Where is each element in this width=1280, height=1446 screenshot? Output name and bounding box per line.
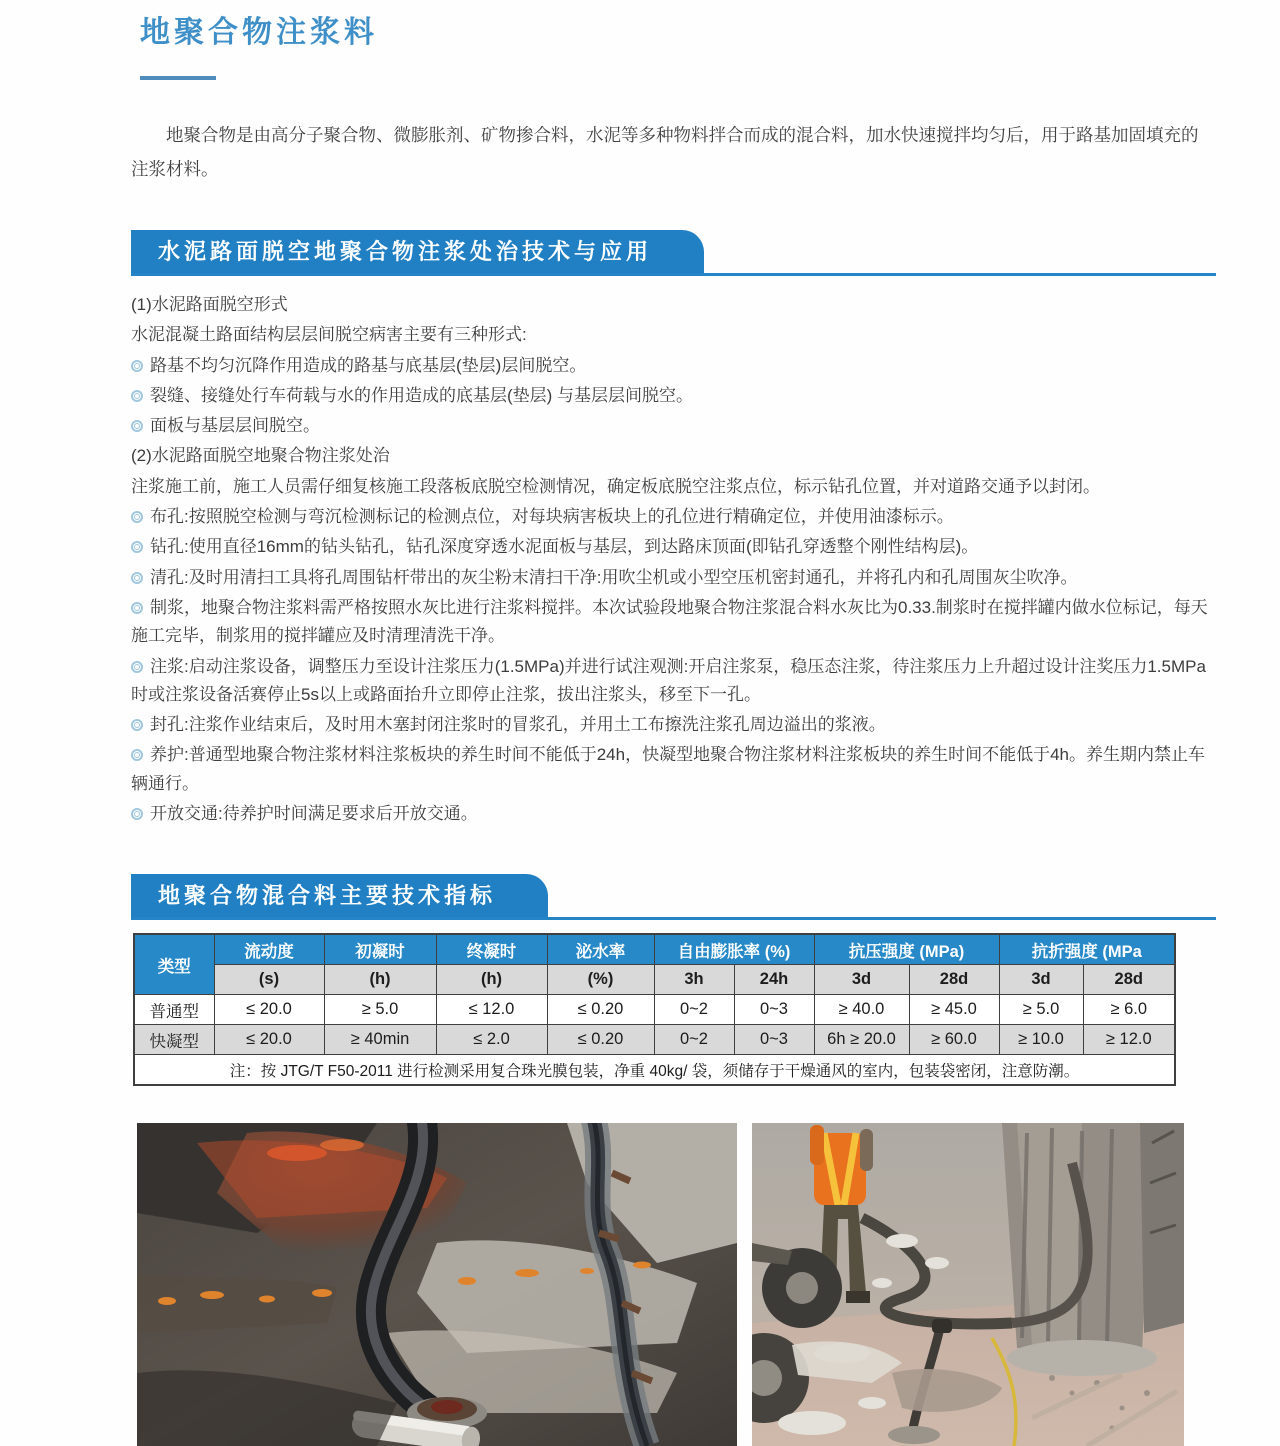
body-paragraph: (2)水泥路面脱空地聚合物注浆处治: [131, 446, 390, 466]
table-row-normal-type: [134, 995, 1175, 1025]
ring-bullet-icon: [131, 420, 143, 432]
section1-banner-row: [131, 230, 1216, 276]
cell: ≥ 5.0: [999, 995, 1083, 1025]
ring-bullet-icon: [131, 749, 143, 761]
unit-header: (h): [436, 965, 547, 995]
unit-header: (s): [214, 965, 324, 995]
cell: 快凝型: [134, 1025, 214, 1055]
body-paragraph: 注浆施工前，施工人员需仔细复核施工段落板底脱空检测情况，确定板底脱空注浆点位，标示钻孔位置，并对道路交通予以封闭。: [131, 476, 1100, 496]
ring-bullet-icon: [131, 511, 143, 523]
body-paragraph: 封孔:注浆作业结束后，及时用木塞封闭注浆时的冒浆孔，并用土工布擦洗注浆孔周边溢出的浆液。: [131, 711, 1211, 739]
unit-header: 3d: [999, 965, 1083, 995]
ring-bullet-icon: [131, 390, 143, 402]
body-paragraph: 面板与基层层间脱空。: [131, 412, 1211, 440]
table-row-rapid-type: [134, 1025, 1175, 1055]
body-paragraph: 制浆，地聚合物注浆料需严格按照水灰比进行注浆料搅拌。本次试验段地聚合物注浆混合料水灰比为0.33.制浆时在搅拌罐内做水位标记，每天施工完毕，制浆用的搅拌罐应及时清理清洗干净。: [131, 597, 1208, 646]
table-header-row-2: [134, 965, 1175, 995]
body-paragraph: 养护:普通型地聚合物注浆材料注浆板块的养生时间不能低于24h，快凝型地聚合物注浆材料注浆板块的养生时间不能低于4h。养生期内禁止车辆通行。: [131, 745, 1205, 793]
cell: ≥ 12.0: [1083, 1025, 1175, 1055]
intro-paragraph: 地聚合物是由高分子聚合物、微膨胀剂、矿物掺合料，水泥等多种物料拌合而成的混合料，加水快速搅拌均匀后，用于路基加固填充的注浆材料。: [131, 125, 1199, 179]
section2-banner-row: [131, 874, 1216, 920]
ring-bullet-icon: [131, 572, 143, 584]
cell: 0~2: [654, 995, 734, 1025]
body-paragraph: 裂缝、接缝处行车荷载与水的作用造成的底基层(垫层) 与基层层间脱空。: [131, 382, 1211, 410]
table-note: 注：按 JTG/T F50-2011 进行检测采用复合珠光膜包装，净重 40kg/ 袋，须储存于干燥通风的室内，包装袋密闭，注意防潮。: [134, 1055, 1175, 1086]
photo-strip: [137, 1123, 1216, 1446]
body-paragraph: 注浆:启动注浆设备，调整压力至设计注浆压力(1.5MPa)并进行试注观测:开启注浆泵，稳压态注浆，待注浆压力上升超过设计注奖压力1.5MPa时或注浆设备活赛停止5s以上或路面抬升立即停止注浆，拔出注浆头，移至下一孔。: [131, 656, 1206, 704]
unit-header: (h): [324, 965, 436, 995]
ring-bullet-icon: [131, 661, 143, 673]
cell: ≥ 45.0: [909, 995, 999, 1025]
cell: ≤ 0.20: [547, 995, 654, 1025]
unit-header: 28d: [1083, 965, 1175, 995]
cell: 普通型: [134, 995, 214, 1025]
body-paragraph: 布孔:按照脱空检测与弯沉检测标记的检测点位，对每块病害板块上的孔位进行精确定位，并使用油漆标示。: [131, 503, 1211, 531]
cell: ≥ 5.0: [324, 995, 436, 1025]
page-title: 地聚合物注浆料: [140, 16, 378, 49]
cell: 0~3: [734, 995, 814, 1025]
ring-bullet-icon: [131, 808, 143, 820]
column-header-fluidity: 流动度: [214, 934, 324, 965]
body-paragraph: 水泥混凝土路面结构层层间脱空病害主要有三种形式:: [131, 325, 527, 345]
ring-bullet-icon: [131, 719, 143, 731]
unit-header: 3h: [654, 965, 734, 995]
unit-header: 28d: [909, 965, 999, 995]
section1-banner: 水泥路面脱空地聚合物注浆处治技术与应用: [131, 230, 704, 273]
column-header-initial-set: 初凝时: [324, 934, 436, 965]
photo-grouting-work-right: [752, 1123, 1184, 1446]
cell: ≥ 6.0: [1083, 995, 1175, 1025]
cell: ≤ 2.0: [436, 1025, 547, 1055]
unit-header: 24h: [734, 965, 814, 995]
unit-header: 3d: [814, 965, 909, 995]
cell: ≤ 20.0: [214, 995, 324, 1025]
column-header-final-set: 终凝时: [436, 934, 547, 965]
cell: ≥ 40.0: [814, 995, 909, 1025]
cell: ≤ 20.0: [214, 1025, 324, 1055]
cell: 0~3: [734, 1025, 814, 1055]
cell: 6h ≥ 20.0: [814, 1025, 909, 1055]
section1-body: [131, 291, 1211, 828]
column-header-type: 类型: [134, 934, 214, 995]
body-paragraph: 路基不均匀沉降作用造成的路基与底基层(垫层)层间脱空。: [131, 352, 1211, 380]
photo-grouting-hole-left: [137, 1123, 737, 1446]
table-note-row: [134, 1055, 1175, 1086]
column-header-compressive-strength: 抗压强度 (MPa): [814, 934, 999, 965]
body-paragraph: 清孔:及时用清扫工具将孔周围钻杆带出的灰尘粉末清扫干净:用吹尘机或小型空压机密封通孔，并将孔内和孔周围灰尘吹净。: [131, 564, 1211, 592]
ring-bullet-icon: [131, 541, 143, 553]
cell: ≤ 12.0: [436, 995, 547, 1025]
title-underline-dash: [140, 76, 216, 80]
body-paragraph: 钻孔:使用直径16mm的钻头钻孔，钻孔深度穿透水泥面板与基层，到达路床顶面(即钻孔穿透整个刚性结构层)。: [131, 533, 1211, 561]
cell: ≤ 0.20: [547, 1025, 654, 1055]
table-header-row-1: [134, 934, 1175, 965]
unit-header: (%): [547, 965, 654, 995]
cell: 0~2: [654, 1025, 734, 1055]
ring-bullet-icon: [131, 602, 143, 614]
body-paragraph: 开放交通:待养护时间满足要求后开放交通。: [131, 800, 1211, 828]
ring-bullet-icon: [131, 360, 143, 372]
cell: ≥ 10.0: [999, 1025, 1083, 1055]
cell: ≥ 40min: [324, 1025, 436, 1055]
column-header-free-expansion: 自由膨胀率 (%): [654, 934, 814, 965]
body-paragraph: (1)水泥路面脱空形式: [131, 295, 288, 314]
section2-banner: 地聚合物混合料主要技术指标: [131, 874, 548, 917]
column-header-flexural-strength: 抗折强度 (MPa: [999, 934, 1175, 965]
column-header-bleeding: 泌水率: [547, 934, 654, 965]
technical-spec-table: [133, 933, 1176, 1086]
cell: ≥ 60.0: [909, 1025, 999, 1055]
